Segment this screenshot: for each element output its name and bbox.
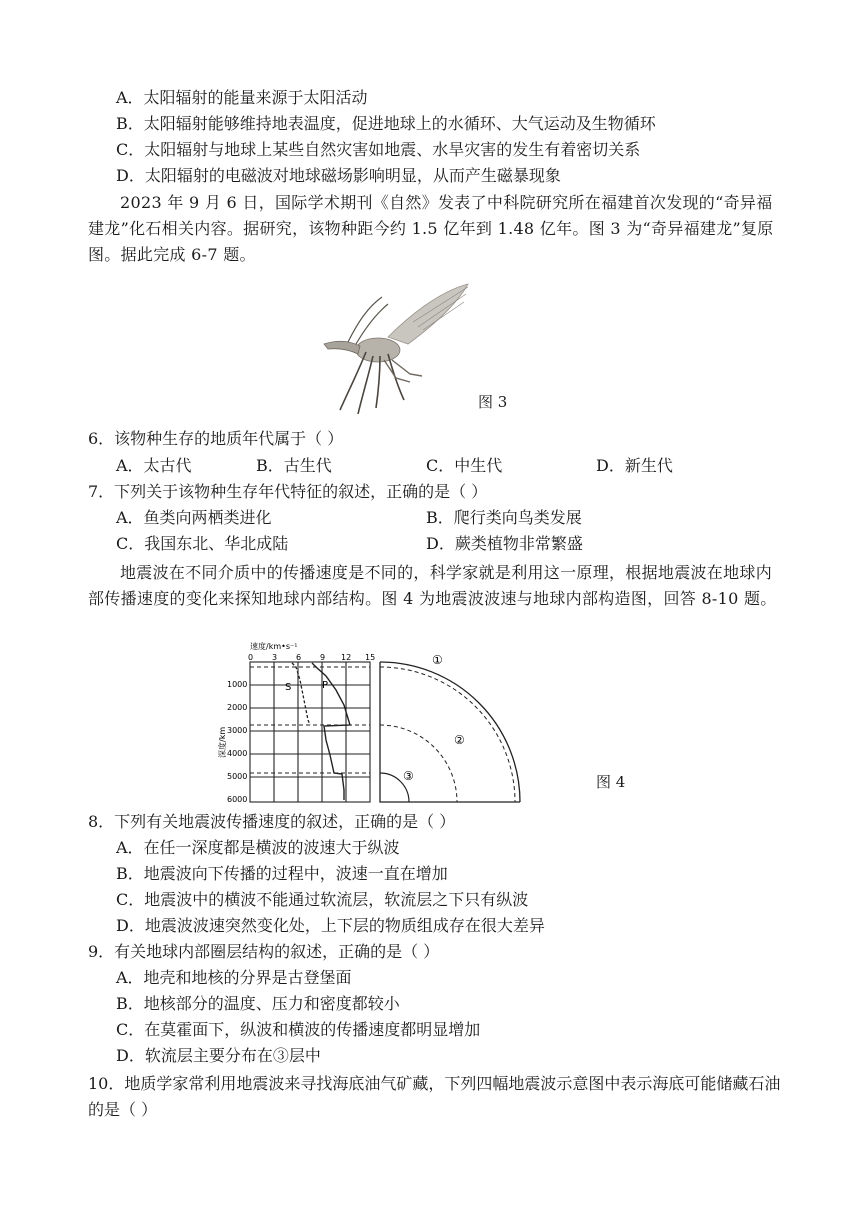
q8-option-c: C．地震波中的横波不能通过软流层，软流层之下只有纵波	[116, 890, 529, 909]
layer-1-label: ①	[432, 653, 443, 667]
depth-tick: 5000	[227, 772, 248, 781]
depth-tick: 3000	[227, 726, 248, 735]
q6-option-d: D．新生代	[596, 456, 673, 475]
q8-option-b: B．地震波向下传播的过程中，波速一直在增加	[116, 864, 448, 883]
speed-tick: 6	[296, 653, 302, 662]
figure3-caption: 图 3	[478, 393, 508, 411]
q7-option-b: B．爬行类向鸟类发展	[426, 508, 582, 527]
figure4-seismic-diagram	[216, 640, 606, 808]
q6-option-c: C．中生代	[426, 456, 503, 475]
q7-option-d: D．蕨类植物非常繁盛	[426, 534, 583, 553]
speed-tick: 9	[320, 653, 326, 662]
speed-axis-title: 速度/km•s⁻¹	[250, 642, 298, 651]
q8-option-d: D．地震波波速突然变化处，上下层的物质组成存在很大差异	[116, 916, 545, 935]
layer-3-label: ③	[403, 769, 414, 783]
q5-option-b: B．太阳辐射能够维持地表温度，促进地球上的水循环、大气运动及生物循环	[116, 114, 656, 133]
q7-stem: 7．下列关于该物种生存年代特征的叙述，正确的是（ ）	[88, 482, 488, 501]
speed-tick: 15	[365, 653, 376, 662]
q5-option-a: A．太阳辐射的能量来源于太阳活动	[116, 88, 368, 107]
velocity-grid	[250, 662, 370, 802]
q9-option-b: B．地核部分的温度、压力和密度都较小	[116, 994, 400, 1013]
gutenberg-boundary	[380, 725, 457, 802]
depth-axis-title: 深度/km	[218, 726, 227, 758]
discontinuity-lines	[250, 667, 370, 773]
q8-option-a: A．在任一深度都是横波的波速大于纵波	[116, 838, 400, 857]
figure3-dinosaur-illustration	[318, 282, 478, 422]
depth-tick: 2000	[227, 703, 248, 712]
q6-option-b: B．古生代	[256, 456, 332, 475]
s-wave-label: S	[285, 682, 292, 693]
depth-tick: 6000	[227, 795, 248, 804]
earth-cross-section	[380, 662, 520, 802]
q6-stem: 6．该物种生存的地质年代属于（ ）	[88, 429, 344, 448]
speed-tick: 0	[248, 653, 254, 662]
q9-option-a: A．地壳和地核的分界是古登堡面	[116, 968, 352, 987]
q7-option-a: A．鱼类向两栖类进化	[116, 508, 272, 527]
figure4-caption: 图 4	[596, 773, 626, 791]
q5-option-d: D．太阳辐射的电磁波对地球磁场影响明显，从而产生磁暴现象	[116, 166, 561, 185]
speed-tick: 12	[341, 653, 352, 662]
q5-option-c: C．太阳辐射与地球上某些自然灾害如地震、水旱灾害的发生有着密切关系	[116, 140, 641, 159]
passage-seismic-waves: 地震波在不同介质中的传播速度是不同的，科学家就是利用这一原理，根据地震波在地球内部传播速度的变化来探知地球内部结构。图 4 为地震波波速与地球内部构造图，回答 8-10 题。	[88, 563, 777, 608]
q9-option-d: D．软流层主要分布在③层中	[116, 1046, 321, 1065]
q8-stem: 8．下列有关地震波传播速度的叙述，正确的是（ ）	[88, 812, 456, 831]
q7-option-c: C．我国东北、华北成陆	[116, 534, 289, 553]
q10-stem: 10．地质学家常利用地震波来寻找海底油气矿藏，下列四幅地震波示意图中表示海底可能储藏石油的是（ ）	[88, 1074, 781, 1119]
depth-tick: 1000	[227, 680, 248, 689]
depth-tick: 4000	[227, 749, 248, 758]
layer-2-label: ②	[454, 733, 465, 747]
p-wave-label: P	[322, 680, 329, 691]
s-wave-curve	[292, 663, 310, 725]
q6-option-a: A．太古代	[116, 456, 192, 475]
passage-fujianvenator: 2023 年 9 月 6 日，国际学术期刊《自然》发表了中科院研究所在福建首次发现的“奇异福建龙”化石相关内容。据研究，该物种距今约 1.5 亿年到 1.48 亿年。图 3 为“奇异福建龙”复原图。据此完成 6-7 题。	[88, 193, 774, 264]
q9-stem: 9．有关地球内部圈层结构的叙述，正确的是（ ）	[88, 942, 440, 961]
q9-option-c: C．在莫霍面下，纵波和横波的传播速度都明显增加	[116, 1020, 481, 1039]
speed-tick: 3	[272, 653, 278, 662]
